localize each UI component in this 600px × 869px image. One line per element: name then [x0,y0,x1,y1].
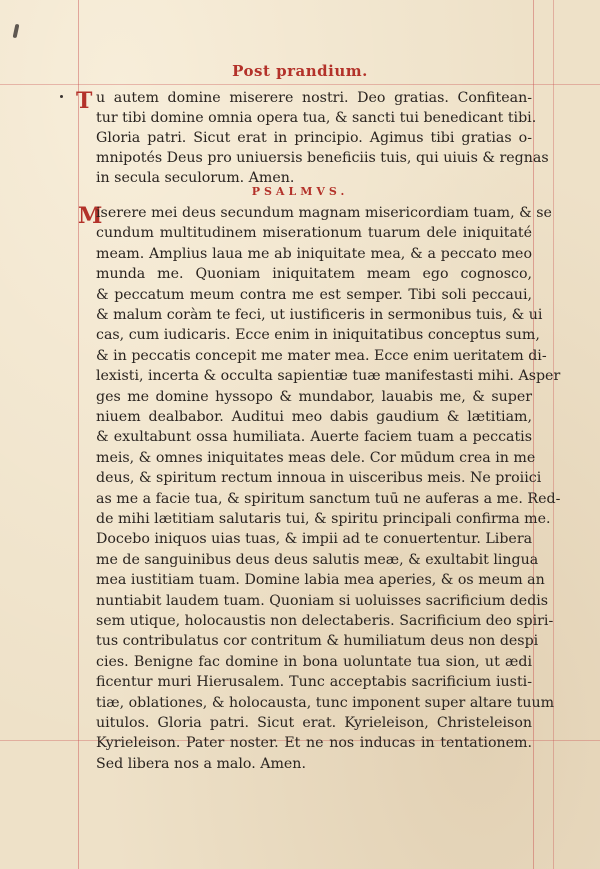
psalm-line: mea iustitiam tuam. Domine labia mea aperies, & os meum an [96,572,545,589]
psalm-line: & exultabunt ossa humiliata. Auerte faciem tuam a peccatis [96,429,532,446]
initial-letter-t: T [76,88,93,114]
psalm-line: uitulos. Gloria patri. Sicut erat. Kyrieleison, Christeleison [96,715,532,731]
psalm-line: Docebo iniquos uias tuas, & impii ad te conuertentur. Libera [96,531,533,548]
text-line: in secula seculorum. Amen. [96,170,295,186]
margin-rule-top [0,84,600,85]
psalm-line: niuem dealbabor. Auditui meo dabis gaudium & lætitiam, [96,409,532,425]
psalm-line: meam. Amplius laua me ab iniquitate mea, & a peccato meo [96,245,532,262]
text-line: tur tibi domine omnia opera tua, & sancti tui benedicant tibi. [96,110,537,126]
page-title: Post prandium. [232,62,368,80]
psalm-line: iserere mei deus secundum magnam misericordiam tuam, & se [96,205,552,221]
psalm-line: lexisti, incerta & occulta sapientiæ tuæ manifestasti mihi. Asper [96,368,561,385]
psalm-line: munda me. Quoniam iniquitatem meam ego cognosco, [96,266,532,283]
psalm-line: tiæ, oblationes, & holocausta, tunc imponent super altare tuum [96,694,555,711]
text-line: u autem domine miserere nostri. Deo gratias. Confitean- [96,90,532,106]
margin-rule-right [533,0,534,869]
psalm-heading: PSALMVS. [251,185,349,198]
margin-rule-outer [553,0,554,869]
ink-mark [13,24,20,39]
psalm-line: tus contribulatus cor contritum & humiliatum deus non despi [96,633,539,650]
psalm-line: sem utique, holocaustis non delectaberis. Sacrificium deo spiri- [96,613,554,629]
initial-letter-m: M [78,203,103,229]
psalm-line: me de sanguinibus deus deus salutis meæ, & exultabit lingua [96,551,539,568]
psalm-line: cas, cum iudicaris. Ecce enim in iniquitatibus conceptus sum, [96,327,540,344]
psalm-line: meis, & omnes iniquitates meas dele. Cor mūdum crea in me [96,449,536,466]
psalm-line: & in peccatis concepit me mater mea. Ecce enim ueritatem di- [96,347,547,364]
psalm-line: cundum multitudinem miserationum tuarum dele iniquitaté [96,225,532,242]
psalm-line: ficentur muri Hierusalem. Tunc acceptabis sacrificium iusti- [96,674,532,691]
psalm-line: Kyrieleison. Pater noster. Et ne nos inducas in tentationem. [96,735,532,752]
psalm-line: & peccatum meum contra me est semper. Tibi soli peccaui, [96,286,532,303]
text-line: Gloria patri. Sicut erat in principio. Agimus tibi gratias o- [96,130,532,146]
psalm-line: ges me domine hyssopo & mundabor, lauabis me, & super [96,388,532,405]
margin-rule-left [78,0,79,869]
text-line: mnipotés Deus pro uniuersis beneficiis tuis, qui uiuis & regnas [96,150,549,166]
psalm-line: de mihi lætitiam salutaris tui, & spiritu principali confirma me. [96,511,551,527]
psalm-line: nuntiabit laudem tuam. Quoniam si uoluisses sacrificium dedis [96,592,549,609]
psalm-line: & malum coràm te feci, ut iustificeris in sermonibus tuis, & ui [96,307,543,323]
psalm-line: as me a facie tua, & spiritum sanctum tuū ne auferas a me. Red- [96,490,561,507]
psalm-line: Sed libera nos a malo. Amen. [96,755,306,772]
psalm-line: deus, & spiritum rectum innoua in uisceribus meis. Ne proiici [96,470,542,487]
ink-dot [60,95,63,98]
psalm-line: cies. Benigne fac domine in bona uoluntate tua sion, ut ædi [96,653,532,670]
